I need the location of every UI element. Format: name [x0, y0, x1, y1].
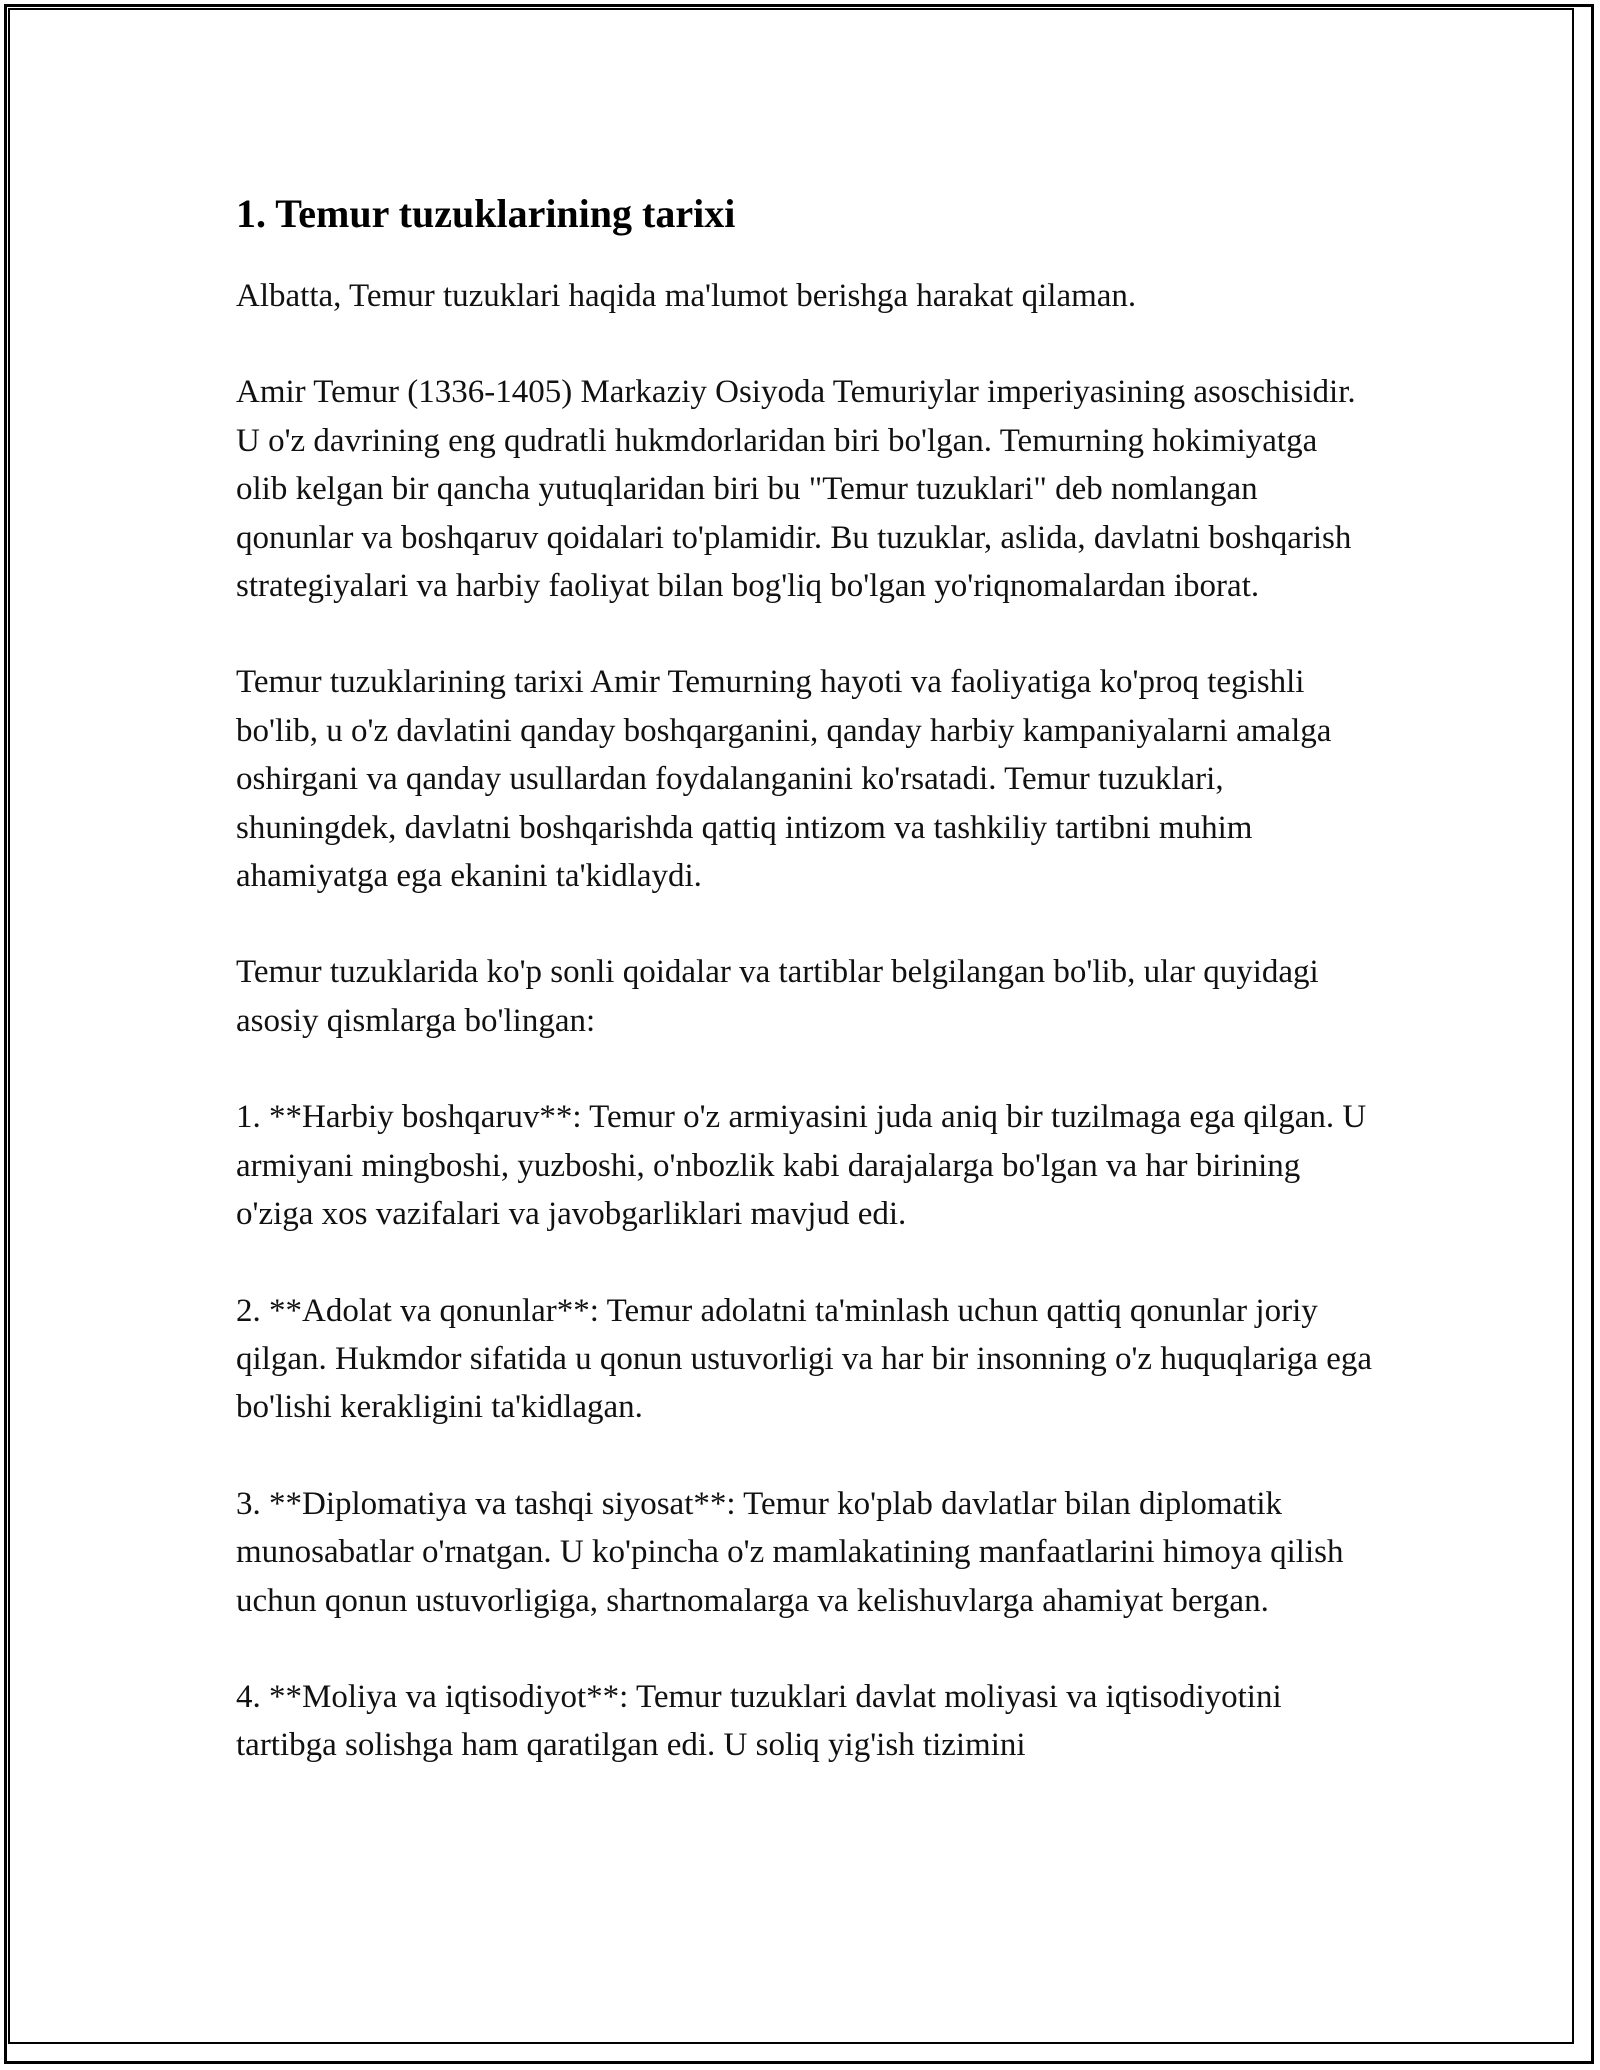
- list-item-justice: 2. **Adolat va qonunlar**: Temur adolatni ta'minlash uchun qattiq qonunlar joriy qilgan. Hukmdor sifatida u qonun ustuvorligi va har bir insonning o'z huquqlariga ega bo'lishi kerakligini ta'kidlagan.: [236, 1292, 1372, 1426]
- section-heading: 1. Temur tuzuklarining tarixi: [236, 191, 736, 236]
- list-item-finance: 4. **Moliya va iqtisodiyot**: Temur tuzuklari davlat moliyasi va iqtisodiyotini tartibga solishga ham qaratilgan edi. U soliq yig'ish tizimini: [236, 1678, 1282, 1764]
- document-body: [236, 186, 1376, 1770]
- list-item-diplomacy: 3. **Diplomatiya va tashqi siyosat**: Temur ko'plab davlatlar bilan diplomatik munosabatlar o'rnatgan. U ko'pincha o'z mamlakatining manfaatlarini himoya qilish uchun qonun ustuvorligiga, shartnomalarga va kelishuvlarga ahamiyat bergan.: [236, 1485, 1344, 1619]
- list-item-military: 1. **Harbiy boshqaruv**: Temur o'z armiyasini juda aniq bir tuzilmaga ega qilgan. U armiyani mingboshi, yuzboshi, o'nbozlik kabi darajalarga bo'lgan va har birining o'ziga xos vazifalari va javobgarliklari mavjud edi.: [236, 1099, 1367, 1233]
- paragraph-intro: Albatta, Temur tuzuklari haqida ma'lumot berishga harakat qilaman.: [236, 278, 1137, 314]
- paragraph-parts-intro: Temur tuzuklarida ko'p sonli qoidalar va tartiblar belgilangan bo'lib, ular quyidagi asosiy qismlarga bo'lingan:: [236, 954, 1319, 1039]
- paragraph-amir-temur: Amir Temur (1336-1405) Markaziy Osiyoda Temuriylar imperiyasining asoschisidir. U o'z davrining eng qudratli hukmdorlaridan biri bo'lgan. Temurning hokimiyatga olib kelgan bir qancha yutuqlaridan biri bu "Temur tuzuklari" deb nomlangan qonunlar va boshqaruv qoidalari to'plamidir. Bu tuzuklar, aslida, davlatni boshqarish strategiyalari va harbiy faoliyat bilan bog'liq bo'lgan yo'riqnomalardan iborat.: [236, 374, 1356, 605]
- paragraph-history: Temur tuzuklarining tarixi Amir Temurning hayoti va faoliyatiga ko'proq tegishli bo'lib, u o'z davlatini qanday boshqarganini, qanday harbiy kampaniyalarni amalga oshirgani va qanday usullardan foydalanganini ko'rsatadi. Temur tuzuklari, shuningdek, davlatni boshqarishda qattiq intizom va tashkiliy tartibni muhim ahamiyatga ega ekanini ta'kidlaydi.: [236, 664, 1332, 895]
